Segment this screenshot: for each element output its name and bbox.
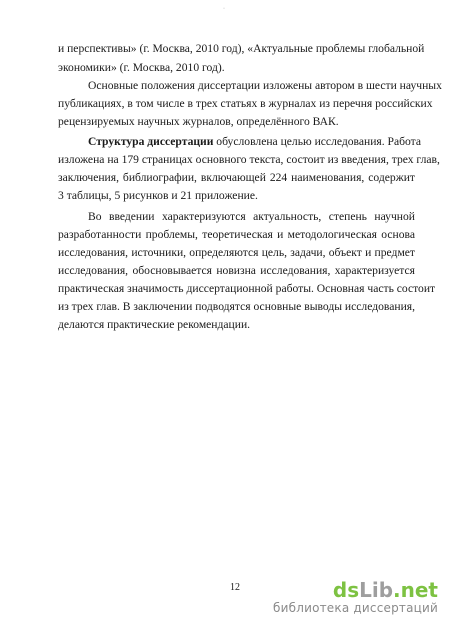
text-line: делаются практические рекомендации. [58,318,251,331]
structure-heading: Структура диссертации [88,135,214,148]
text-line: 3 таблицы, 5 рисунков и 21 приложение. [58,189,258,202]
text-line: рецензируемых научных журналов, определённого ВАК. [58,115,339,128]
text-fragment: обусловлена целью исследования. Работа [213,135,422,148]
watermark-subtitle: библиотека диссертаций [273,601,438,615]
scan-mark: · [223,6,225,12]
text-line: разработанности проблемы, теоретическая и методологическая основа [58,228,415,241]
logo-net: .net [393,578,438,602]
watermark-logo [273,579,438,601]
page-number: 12 [230,582,240,593]
text-line: Основные положения диссертации изложены автором в шести научных [88,79,442,92]
text-line: изложена на 179 страницах основного текста, состоит из введения, трех глав, [58,153,440,166]
text-line: практическая значимость диссертационной работы. Основная часть состоит [58,282,436,295]
text-line: из трех глав. В заключении подводятся основные выводы исследования, [58,300,415,313]
text-line: экономики» (г. Москва, 2010 год). [58,61,225,74]
text-line: Во введении характеризуются актуальность, степень научной [88,210,415,223]
logo-lib: Lib [359,578,394,602]
text-line: исследования, источники, определяются цель, задачи, объект и предмет [58,246,415,259]
text-line: публикациях, в том числе в трех статьях в журналах из перечня российских [58,97,433,110]
text-line [88,135,422,149]
logo-ds: ds [332,578,360,602]
dslib-watermark[interactable] [273,579,438,615]
text-line: исследования, обосновывается новизна исследования, характеризуется [58,264,415,277]
text-line: и перспективы» (г. Москва, 2010 год), «Актуальные проблемы глобальной [58,42,425,55]
text-line: заключения, библиографии, включающей 224 наименования, содержит [58,171,415,184]
